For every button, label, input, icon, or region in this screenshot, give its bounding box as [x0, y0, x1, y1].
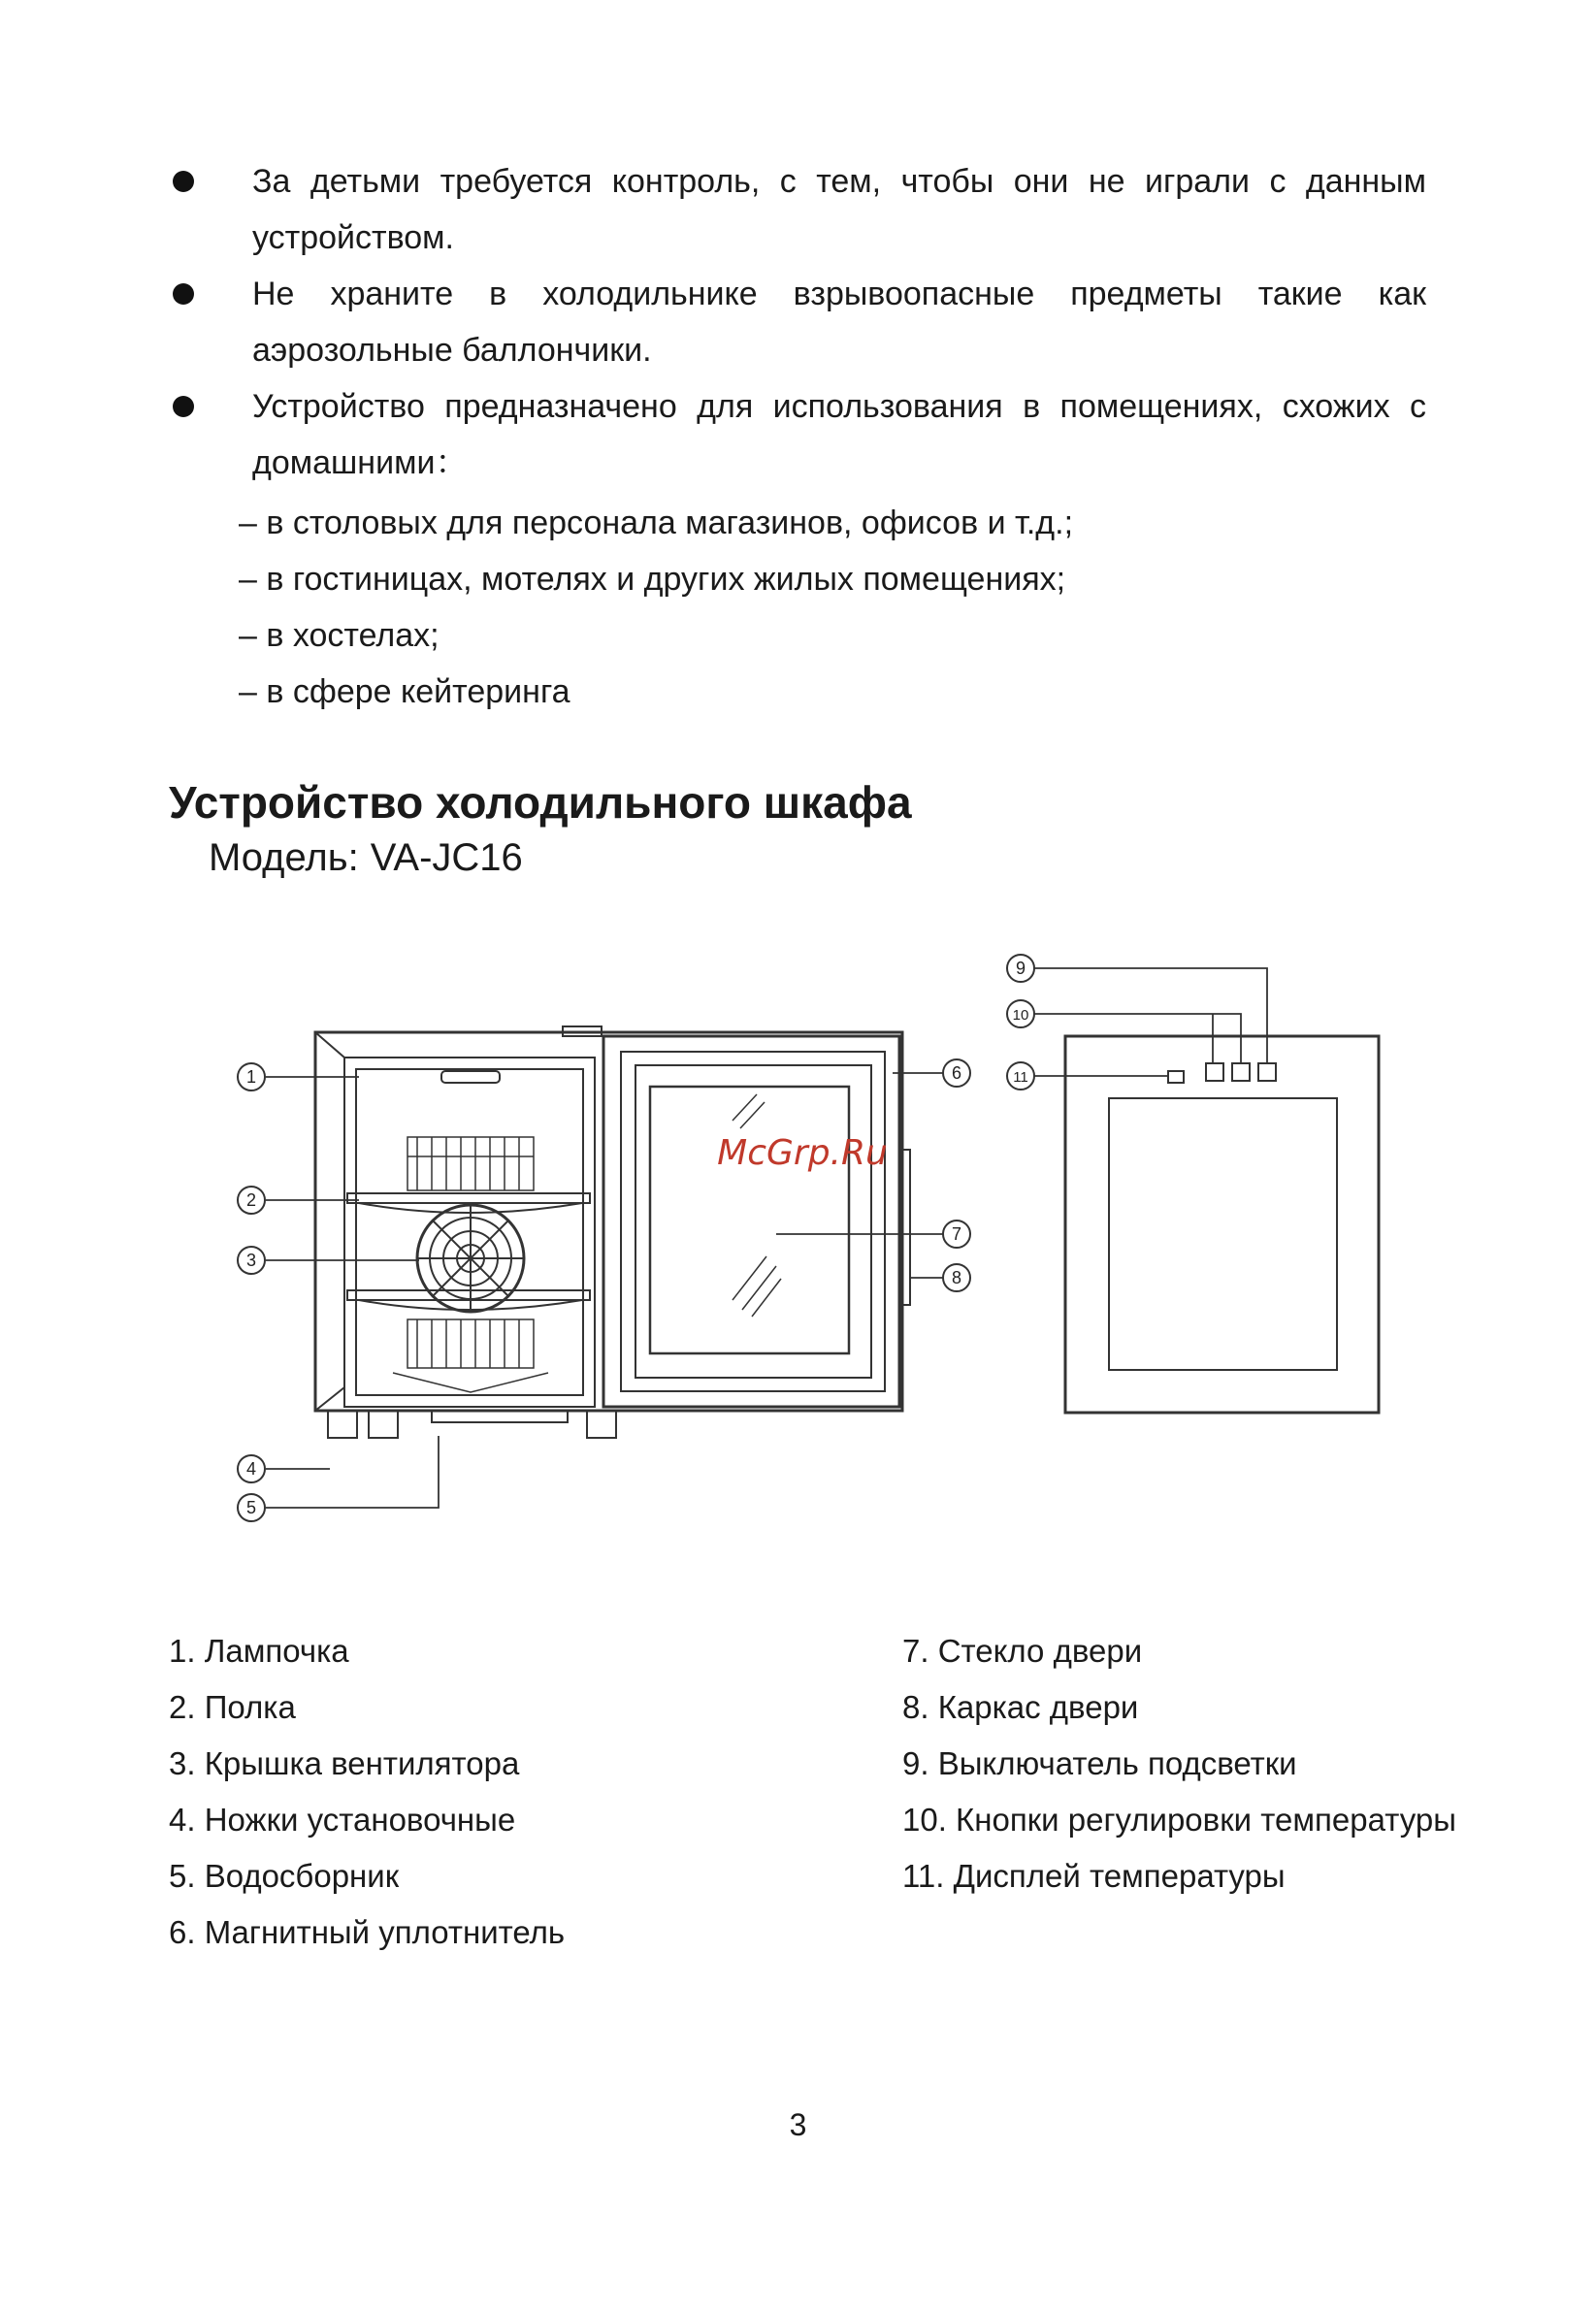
bottles-bottom	[393, 1319, 548, 1392]
temp-button-icon	[1232, 1063, 1250, 1081]
usage-places-list	[239, 495, 1073, 720]
part-item: 7. Стекло двери	[902, 1633, 1143, 1669]
shelf-upper	[347, 1193, 590, 1213]
part-item: 11. Дисплей температуры	[902, 1858, 1286, 1894]
bullet-dot-icon	[173, 171, 194, 192]
part-item: 2. Полка	[169, 1689, 296, 1725]
feet	[328, 1411, 616, 1438]
watermark: McGrp.Ru	[717, 1133, 888, 1173]
callout-label: 4	[245, 1459, 257, 1479]
section-title: Устройство холодильного шкафа	[169, 777, 912, 828]
callout-label: 3	[245, 1251, 257, 1270]
parts-list-left	[169, 1630, 565, 1968]
bottles-top	[407, 1137, 534, 1190]
model-value: VA-JC16	[370, 836, 523, 879]
callout-label: 11	[1013, 1069, 1028, 1086]
glass-reflection	[733, 1094, 781, 1317]
front-view	[1065, 1036, 1379, 1413]
callout-label: 10	[1012, 1007, 1029, 1024]
model-label: Модель:	[209, 836, 359, 879]
usage-place-item: – в сфере кейтеринга	[239, 673, 570, 710]
temp-button-icon	[1206, 1063, 1223, 1081]
part-item: 1. Лампочка	[169, 1633, 349, 1669]
part-item: 9. Выключатель подсветки	[902, 1745, 1297, 1781]
shelf-lower	[347, 1290, 590, 1310]
callout-label: 9	[1015, 959, 1026, 978]
model-line	[209, 836, 523, 880]
safety-bullet-list	[165, 153, 1426, 491]
light-switch-icon	[1258, 1063, 1276, 1081]
door	[603, 1036, 910, 1407]
part-item: 10. Кнопки регулировки температуры	[902, 1802, 1456, 1838]
usage-place-item: – в хостелах;	[239, 617, 440, 654]
part-item: 3. Крышка вентилятора	[169, 1745, 520, 1781]
part-item: 8. Каркас двери	[902, 1689, 1139, 1725]
callout-label: 8	[951, 1268, 962, 1287]
callout-label: 1	[245, 1067, 257, 1087]
part-item: 5. Водосборник	[169, 1858, 400, 1894]
callout-label: 6	[951, 1063, 962, 1083]
bullet-item: Не храните в холодильнике взрывоопасные предметы такие как аэрозольные баллончики.	[165, 266, 1426, 378]
usage-place-item: – в столовых для персонала магазинов, офисов и т.д.;	[239, 505, 1074, 541]
page-number: 3	[789, 2107, 807, 2142]
part-item: 6. Магнитный уплотнитель	[169, 1914, 566, 1950]
usage-place-item: – в гостиницах, мотелях и других жилых помещениях;	[239, 561, 1066, 598]
lamp	[441, 1071, 500, 1083]
bullet-dot-icon	[173, 283, 194, 305]
part-item: 4. Ножки установочные	[169, 1802, 516, 1838]
callout-label: 7	[951, 1224, 962, 1244]
fridge-diagram	[0, 931, 1596, 1523]
bullet-item: За детьми требуется контроль, с тем, чтобы они не играли с данным устройством.	[165, 153, 1426, 266]
callout-label: 2	[245, 1190, 257, 1210]
bullet-dot-icon	[173, 396, 194, 417]
parts-list-right	[902, 1630, 1456, 1911]
temperature-display-icon	[1168, 1071, 1184, 1083]
bullet-item: Устройство предназначено для использования в помещениях, схожих с домашними：	[165, 378, 1426, 491]
callout-label: 5	[245, 1498, 257, 1517]
fan-cover	[417, 1205, 524, 1312]
leader-lines	[266, 968, 1267, 1508]
